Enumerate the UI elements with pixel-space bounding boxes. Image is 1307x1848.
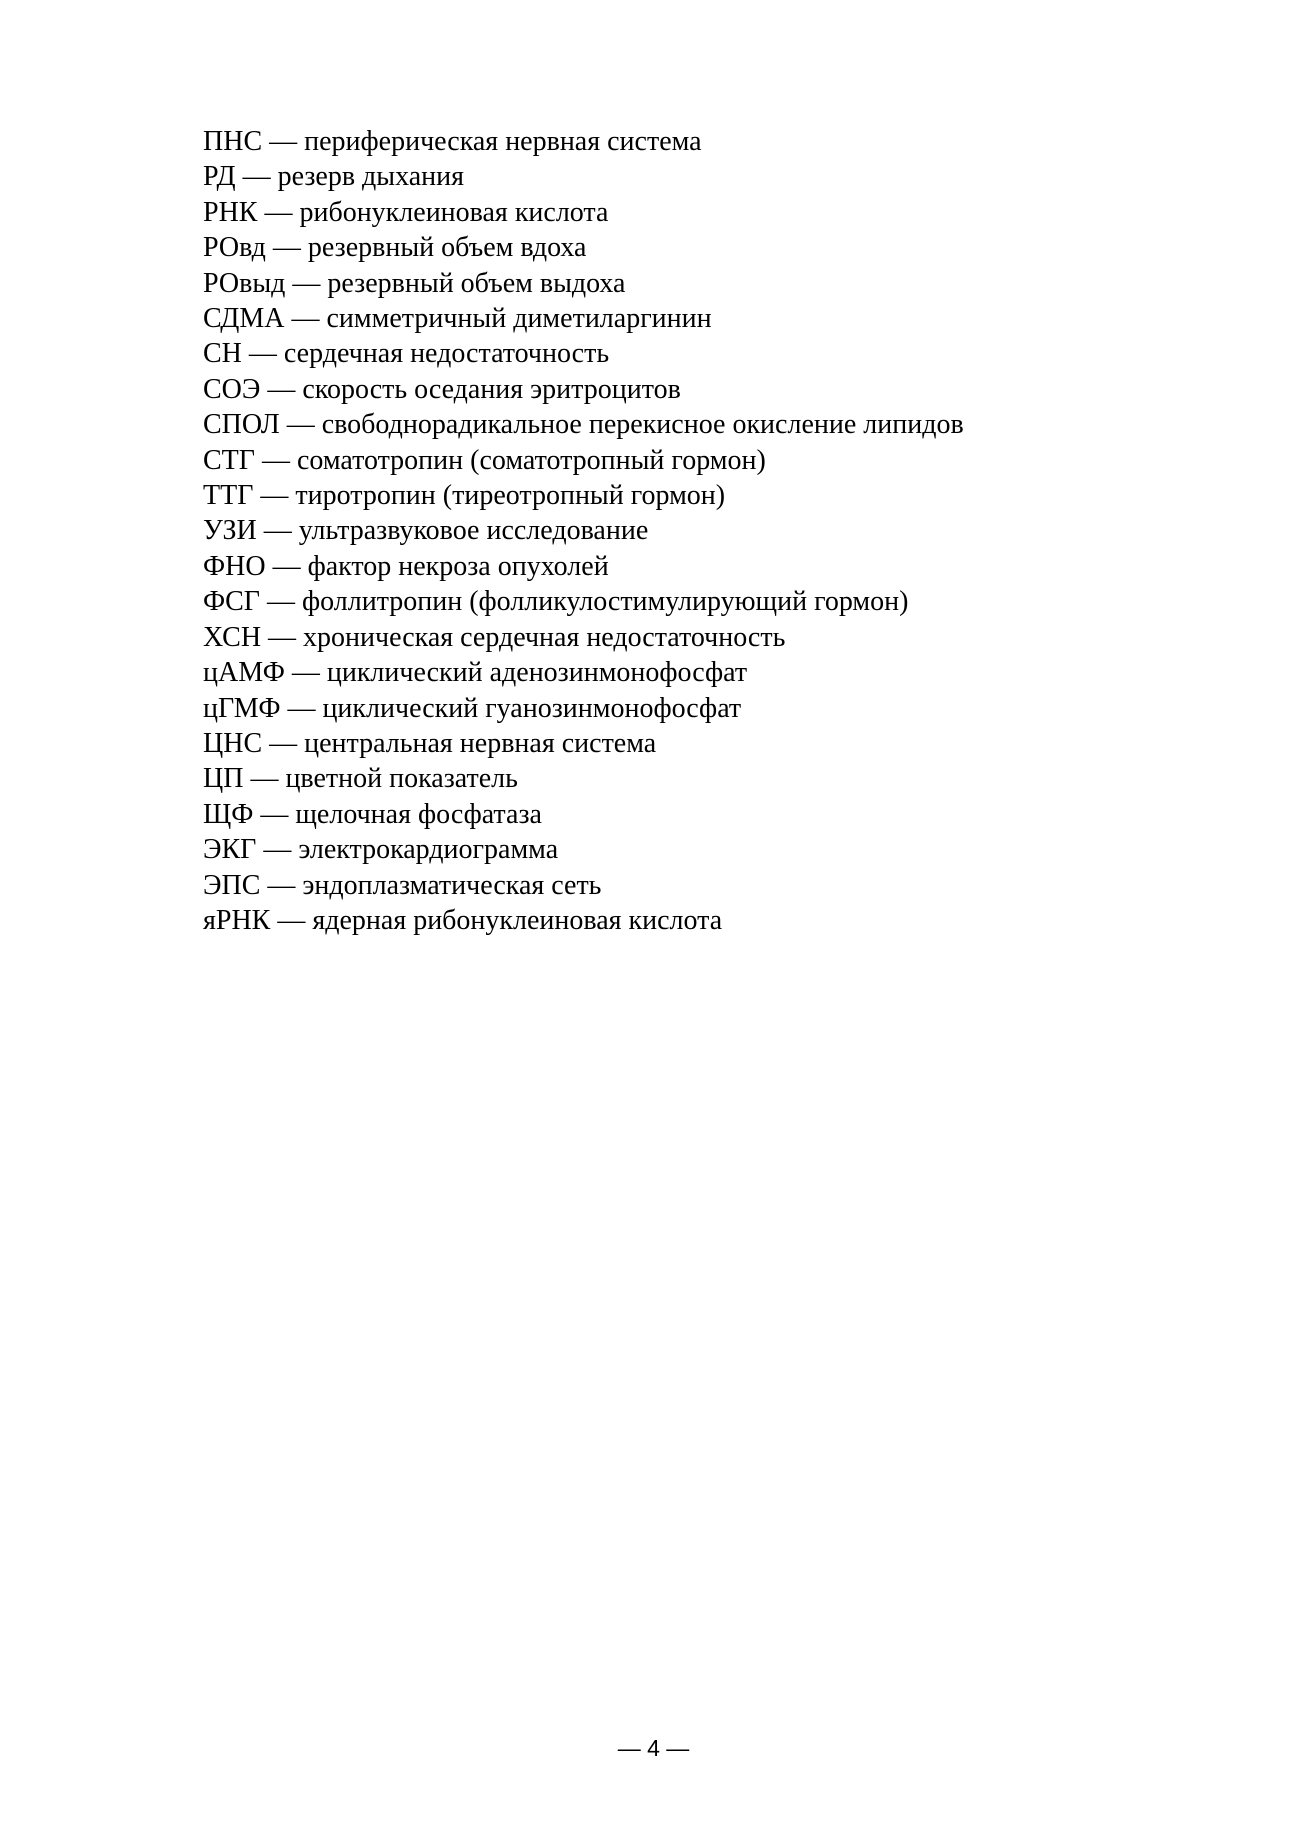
abbreviation-item: яРНК — ядерная рибонуклеиновая кислота xyxy=(203,904,723,936)
abbreviation-item: ТТГ — тиротропин (тиреотропный гормон) xyxy=(203,480,726,512)
abbreviation-item: цАМФ — циклический аденозинмонофосфат xyxy=(203,657,748,689)
abbreviation-item: РНК — рибонуклеиновая кислота xyxy=(203,196,609,228)
abbreviation-item: ФНО — фактор некроза опухолей xyxy=(203,550,609,582)
abbreviation-item: РОвыд — резервный объем выдоха xyxy=(203,267,626,299)
abbreviation-list xyxy=(203,124,964,938)
abbreviation-item: ФСГ — фоллитропин (фолликулостимулирующий гормон) xyxy=(203,586,909,618)
abbreviation-item: СОЭ — скорость оседания эритроцитов xyxy=(203,373,681,405)
abbreviation-item: УЗИ — ультразвуковое исследование xyxy=(203,515,649,547)
abbreviation-item: СТГ — соматотропин (соматотропный гормон) xyxy=(203,444,766,476)
abbreviation-item: СДМА — симметричный диметиларгинин xyxy=(203,303,712,335)
abbreviation-item: СН — сердечная недостаточность xyxy=(203,338,610,370)
abbreviation-item: ЦП — цветной показатель xyxy=(203,763,518,795)
page-number: — 4 — xyxy=(617,1735,690,1761)
abbreviation-item: ЦНС — центральная нервная система xyxy=(203,727,657,759)
abbreviation-item: ПНС — периферическая нервная система xyxy=(203,126,702,157)
abbreviation-item: ХСН — хроническая сердечная недостаточность xyxy=(203,621,786,653)
abbreviation-item: ЭПС — эндоплазматическая сеть xyxy=(203,869,602,901)
abbreviation-item: ЭКГ — электрокардиограмма xyxy=(203,834,559,866)
abbreviation-item: РД — резерв дыхания xyxy=(203,161,465,193)
abbreviation-item: цГМФ — циклический гуанозинмонофосфат xyxy=(203,692,742,724)
abbreviation-item: СПОЛ — свободнорадикальное перекисное окисление липидов xyxy=(203,409,964,441)
abbreviation-item: ЩФ — щелочная фосфатаза xyxy=(203,798,542,830)
abbreviation-item: РОвд — резервный объем вдоха xyxy=(203,232,587,264)
